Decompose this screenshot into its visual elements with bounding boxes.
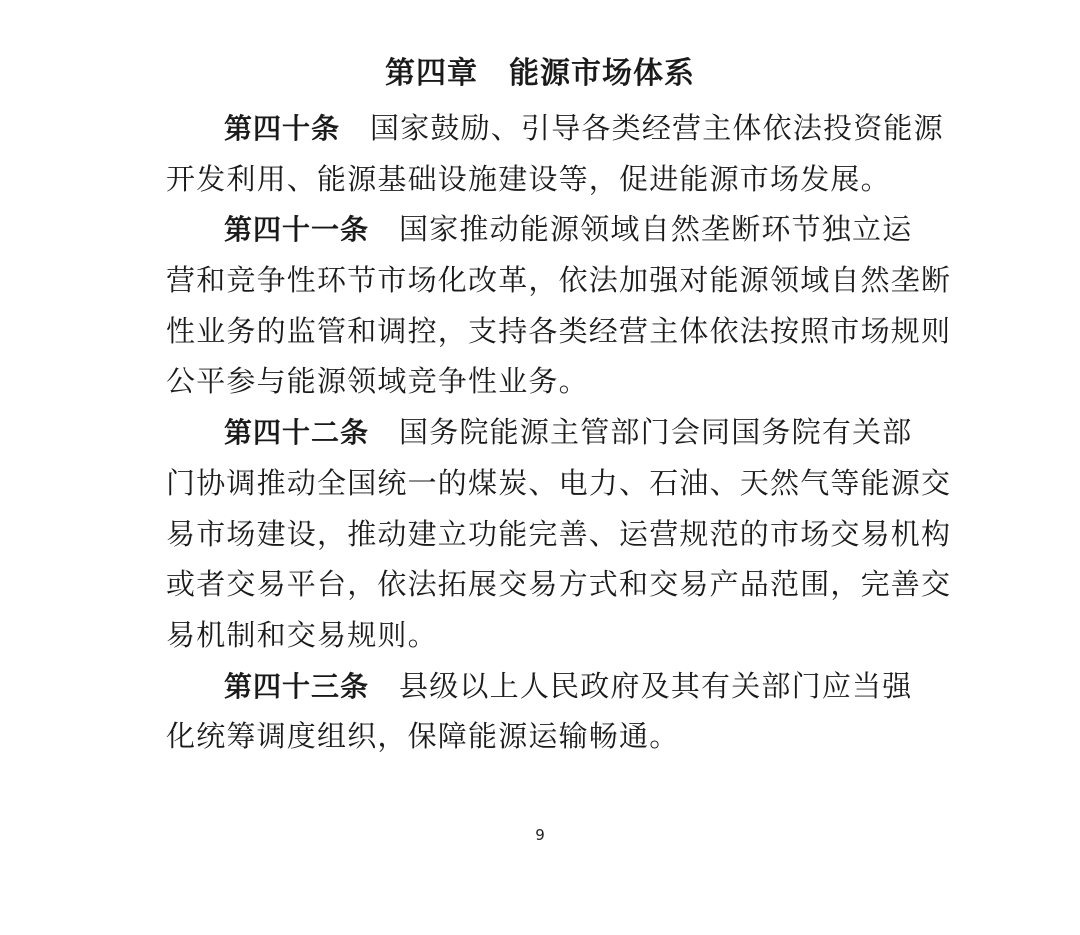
article-number: 第四十二条 [224, 416, 370, 450]
article-42 [166, 407, 952, 660]
article-40 [166, 103, 944, 204]
article-line [166, 407, 926, 458]
article-line: 门协调推动全国统一的煤炭、电力、石油、天然气等能源交 [166, 465, 952, 500]
article-41 [166, 204, 952, 407]
article-text: 县级以上人民政府及其有关部门应当强 [399, 668, 913, 703]
article-line: 易市场建设，推动建立功能完善、运营规范的市场交易机构 [166, 516, 952, 551]
chapter-title: 第四章 能源市场体系 [385, 56, 695, 91]
article-line: 开发利用、能源基础设施建设等，促进能源市场发展。 [166, 161, 891, 196]
article-line [166, 204, 926, 255]
document-body [166, 103, 952, 762]
article-number: 第四十三条 [224, 669, 370, 703]
article-text: 国家鼓励、引导各类经营主体依法投资能源 [370, 111, 944, 145]
article-line [166, 661, 926, 712]
article-line: 公平参与能源领域竞争性业务。 [166, 364, 589, 399]
article-number: 第四十一条 [224, 213, 370, 247]
article-number: 第四十条 [224, 112, 341, 145]
article-line: 营和竞争性环节市场化改革，依法加强对能源领域自然垄断 [166, 263, 952, 298]
article-43 [166, 661, 926, 762]
article-line: 性业务的监管和调控，支持各类经营主体依法按照市场规则 [166, 313, 952, 348]
article-line [166, 103, 944, 154]
page-number: 9 [535, 826, 545, 844]
article-line: 易机制和交易规则。 [166, 617, 438, 652]
article-line: 化统筹调度组织，保障能源运输畅通。 [166, 719, 680, 754]
article-line: 或者交易平台，依法拓展交易方式和交易产品范围，完善交 [166, 567, 952, 602]
article-text: 国务院能源主管部门会同国务院有关部 [399, 415, 913, 450]
article-text: 国家推动能源领域自然垄断环节独立运 [399, 212, 913, 247]
